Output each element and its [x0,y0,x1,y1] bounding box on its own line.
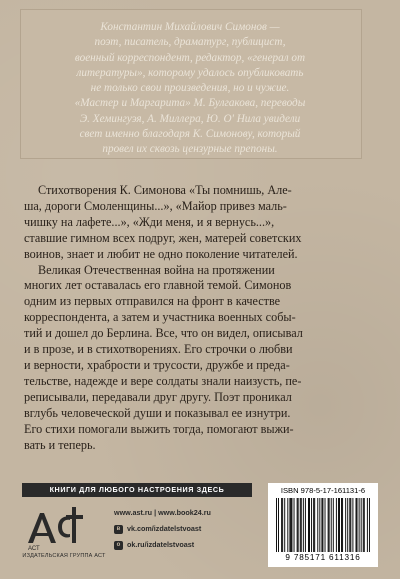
text-line: ша, дороги Смоленщины...», «Майор привез маль- [24,198,287,213]
barcode-bar [342,498,343,552]
intro-line: литературы», которому удалось опубликовать [76,66,304,79]
barcode-bar [369,498,370,552]
text-line: тельстве, надежде и вере солдаты знали наизусть, пе- [24,373,302,388]
barcode-bar [345,498,346,552]
publisher-footer [22,483,378,567]
barcode-bar [338,498,339,552]
logo-text: АСТ [28,546,40,551]
text-line: Его стихи помогали выжить тогда, помогают выжи- [24,421,294,436]
barcode-bar [294,498,295,552]
text-line: реписывали, передавали друг другу. Поэт проникал [24,389,292,404]
text-line: ставшие гимном всех подруг, жен, матерей советских [24,230,302,245]
barcode-bar [311,498,312,552]
barcode-bar [305,498,306,552]
barcode-bar [357,498,358,552]
text-line: и в прозе, и в стихотворениях. Его строчки о любви [24,342,293,357]
barcode-bar [367,498,368,552]
intro-line: поэт, писатель, драматург, публицист, [94,36,286,49]
barcode-bar [278,498,279,552]
barcode-bar [300,498,301,552]
barcode-bar [341,498,342,552]
barcode-bar [281,498,282,552]
barcode-bar [317,498,318,552]
text-line: чишку на лафете...», «Жди меня, и я вернусь...», [24,214,275,229]
text-line: корреспондента, а затем и участника военных собы- [24,310,296,325]
barcode-bar [298,498,299,552]
barcode-bar [328,498,329,552]
barcode-bar [319,498,320,552]
barcode-bar [287,498,288,552]
isbn-block [268,483,378,567]
text-line: одним из первых отправился на фронт в качестве [24,294,281,309]
publisher-caption: ИЗДАТЕЛЬСКАЯ ГРУППА АСТ [22,553,106,559]
barcode-bar [309,498,310,552]
ok-text: ok.ru/izdatelstvoast [127,540,195,549]
barcode-bar [289,498,290,552]
intro-line: «Мастер и Маргарита» М. Булгакова, переводы [74,97,306,110]
barcode-digits: 9 785171 611316 [285,553,361,562]
barcode-bar [303,498,304,552]
barcode-bar [347,498,348,552]
barcode-bar [359,498,360,552]
publisher-links [114,505,264,553]
ok-icon: о [114,541,123,550]
barcode-bar [364,498,365,552]
text-line: вать и теперь. [24,437,96,452]
barcode-bar [321,498,322,552]
barcode-bar [331,498,332,552]
text-line: тий и дошел до Берлина. Все, что он видел, описывал [24,326,303,341]
barcode-bar [284,498,285,552]
vk-icon: в [114,525,123,534]
barcode-bar [352,498,353,552]
text-line: Великая Отечественная война на протяжении [38,262,275,277]
barcode-bar [329,498,330,552]
barcode-bar [297,498,298,552]
intro-line: не только свои произведения, но и чужие. [90,82,290,95]
barcode-bar [350,498,351,552]
barcode-bar [290,498,291,552]
barcode-bar [291,498,292,552]
text-line: многих лет оставалась его главной темой. Симонов [24,278,292,293]
barcode-bar [301,498,302,552]
intro-line: Э. Хемингуэя, А. Миллера, Ю. О' Нила увидели [79,112,301,125]
text-line: и верности, храбрости и трусости, дружбе и преда- [24,357,290,372]
intro-line: провел их сквозь цензурные препоны. [102,143,278,156]
isbn-label: ISBN 978-5-17-161131-6 [280,486,366,495]
barcode-bar [276,498,277,552]
ok-link[interactable] [114,537,264,553]
websites-text: www.ast.ru | www.book24.ru [114,508,211,517]
barcode-bar [361,498,362,552]
slogan-bar: КНИГИ ДЛЯ ЛЮБОГО НАСТРОЕНИЯ ЗДЕСЬ [22,483,252,497]
barcode-bar [322,498,323,552]
barcode-bar [308,498,309,552]
author-intro [32,20,348,158]
paragraph-poems [24,183,374,263]
vk-link[interactable] [114,521,264,537]
text-line: воинов, знает и любит не одно поколение читателей. [24,246,298,261]
barcode-bar [339,498,340,552]
barcode-bar [314,498,315,552]
text-line: Стихотворения К. Симонова «Ты помнишь, Але- [38,183,292,197]
ast-logo-icon [26,505,84,551]
paragraph-war [24,263,374,454]
barcode-bar [349,498,350,552]
barcode-bar [325,498,326,552]
barcode-icon [276,498,370,552]
vk-text: vk.com/izdatelstvoast [127,524,202,533]
websites-link[interactable] [114,505,264,521]
intro-line: свет именно благодаря К. Симонову, который [79,128,301,141]
annotation-text [24,183,374,453]
intro-line: военный корреспондент, редактор, «генерал от [74,51,306,64]
barcode-bar [333,498,334,552]
barcode-bar [336,498,337,552]
barcode-bar [356,498,357,552]
barcode-bar [363,498,364,552]
text-line: вглубь человеческой души и показывал ее изнутри. [24,405,291,420]
barcode-bar [313,498,314,552]
barcode-bar [282,498,283,552]
intro-line: Константин Михайлович Симонов — [100,21,280,33]
